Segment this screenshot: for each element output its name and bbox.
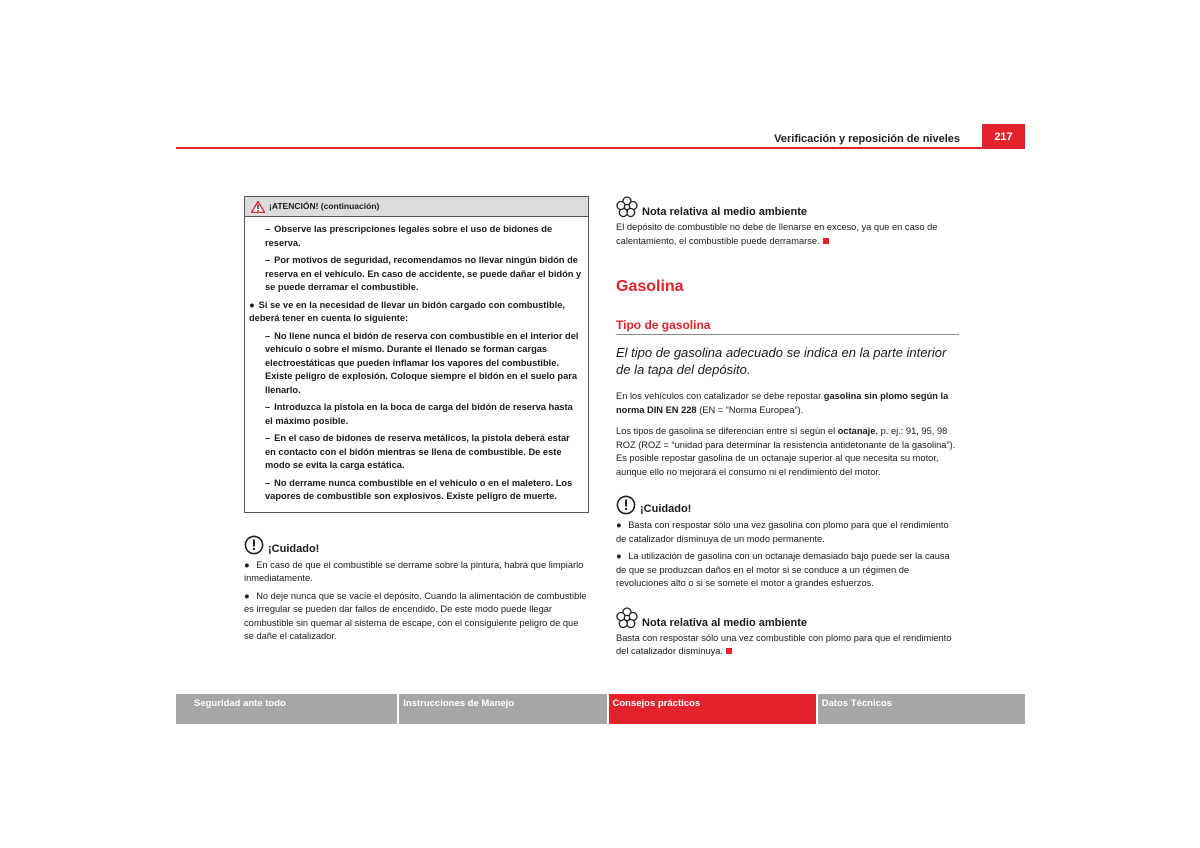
warning-subline: – Introduzca la pistola en la boca de carga del bidón de reserva hasta el máximo posible. (265, 402, 573, 426)
lead-paragraph: El tipo de gasolina adecuado se indica en la parte interior de la tapa del depósito. (616, 345, 947, 377)
left-column (244, 196, 589, 648)
paragraph-catalyst: En los vehículos con catalizador se debe repostar gasolina sin plomo según la norma DIN EN 228 (EN = “Norma Europea”). (616, 391, 949, 415)
tab-datos-tecnicos[interactable]: Datos Técnicos (818, 694, 1025, 724)
page-number: 217 (982, 124, 1025, 149)
warning-bullet: ● Si se ve en la necesidad de llevar un bidón cargado con combustible, deberá tener en cuenta lo siguiente: (249, 299, 565, 323)
warning-subline: – No llene nunca el bidón de reserva con combustible en el interior del vehículo o sobre el mismo. Durante el llenado se forman cargas electroestáticas que pueden inflamar los vapores del combustible. Existe peligro de explosión. Coloque siempre el bidón en el suelo para llenarlo. (265, 330, 579, 395)
end-marker (726, 648, 732, 654)
warning-body (245, 217, 588, 512)
environment-note-text: Basta con respostar sólo una vez combustible con plomo para que el rendimiento del catalizador disminuya. (616, 632, 952, 656)
care-item: ● No deje nunca que se vacíe el depósito. Cuando la alimentación de combustible es irregular se pueden dar fallos de encendido. De este modo puede llegar combustible sin quemar al sistema de escape, con el consiguiente peligro de que se dañe el catalizador. (244, 590, 587, 641)
care-item: ● Basta con respostar sólo una vez gasolina con plomo para que el rendimiento de catalizador disminuya de un modo permanente. (616, 520, 949, 544)
environment-note-2 (616, 607, 959, 659)
warning-line: – Por motivos de seguridad, recomendamos no llevar ningún bidón de reserva en el vehículo. En caso de accidente, se puede dañar el bidón y se puede derramar el combustible. (265, 255, 582, 292)
footer-navigation (176, 694, 1025, 724)
environment-note-title: Nota relativa al medio ambiente (616, 196, 959, 218)
warning-triangle-icon (251, 201, 265, 213)
caution-exclamation-icon (244, 535, 264, 555)
tab-seguridad[interactable]: Seguridad ante todo (176, 694, 397, 724)
care-item: ● En caso de que el combustible se derrame sobre la pintura, habrá que limpiarlo inmediatamente. (244, 559, 584, 583)
care-item: ● La utilización de gasolina con un octanaje demasiado bajo puede ser la causa de que se produzcan daños en el motor si se conduce a un régimen de revoluciones alto o si se somete el motor a grandes esfuerzos. (616, 551, 950, 588)
section-subtitle: Tipo de gasolina (616, 318, 959, 335)
care-section-left (244, 535, 589, 644)
right-column (616, 196, 959, 663)
flower-environment-icon (616, 196, 638, 218)
warning-box-header (245, 197, 588, 217)
warning-box (244, 196, 589, 513)
tab-instrucciones[interactable]: Instrucciones de Manejo (399, 694, 606, 724)
running-header-title: Verificación y reposición de niveles (774, 133, 960, 145)
caution-exclamation-icon (616, 495, 636, 515)
end-marker (823, 238, 829, 244)
warning-line: – Observe las prescripciones legales sobre el uso de bidones de reserva. (265, 224, 553, 248)
warning-heading: ¡ATENCIÓN! (continuación) (269, 200, 380, 211)
warning-subline: – No derrame nunca combustible en el vehículo o en el maletero. Los vapores de combustible son explosivos. Existe peligro de muerte. (265, 477, 573, 501)
flower-environment-icon (616, 607, 638, 629)
warning-subline: – En el caso de bidones de reserva metálicos, la pistola deberá estar en contacto con el bidón mientras se llena de combustible. De este modo se evita la carga estática. (265, 433, 570, 470)
care-title: ¡Cuidado! (244, 535, 589, 555)
environment-note-title: Nota relativa al medio ambiente (616, 607, 959, 629)
header-rule (176, 147, 982, 149)
environment-note-1 (616, 196, 959, 248)
tab-consejos-active[interactable]: Consejos prácticos (609, 694, 816, 724)
care-section-right (616, 495, 959, 591)
care-title: ¡Cuidado! (616, 495, 959, 515)
environment-note-text: El depósito de combustible no debe de llenarse en exceso, ya que en caso de calentamiento, el combustible puede derramarse. (616, 222, 938, 246)
paragraph-octane: Los tipos de gasolina se diferencian entre sí según el octanaje, p. ej.: 91, 95, 98 ROZ (ROZ = “unidad para determinar la resistencia antidetonante de la gasolina”). Es posible repostar gasolina de un octanaje superior al que necesita su motor, aunque ello no mejorará el consumo ni el rendimiento del motor. (616, 426, 956, 477)
section-title: Gasolina (616, 278, 684, 295)
